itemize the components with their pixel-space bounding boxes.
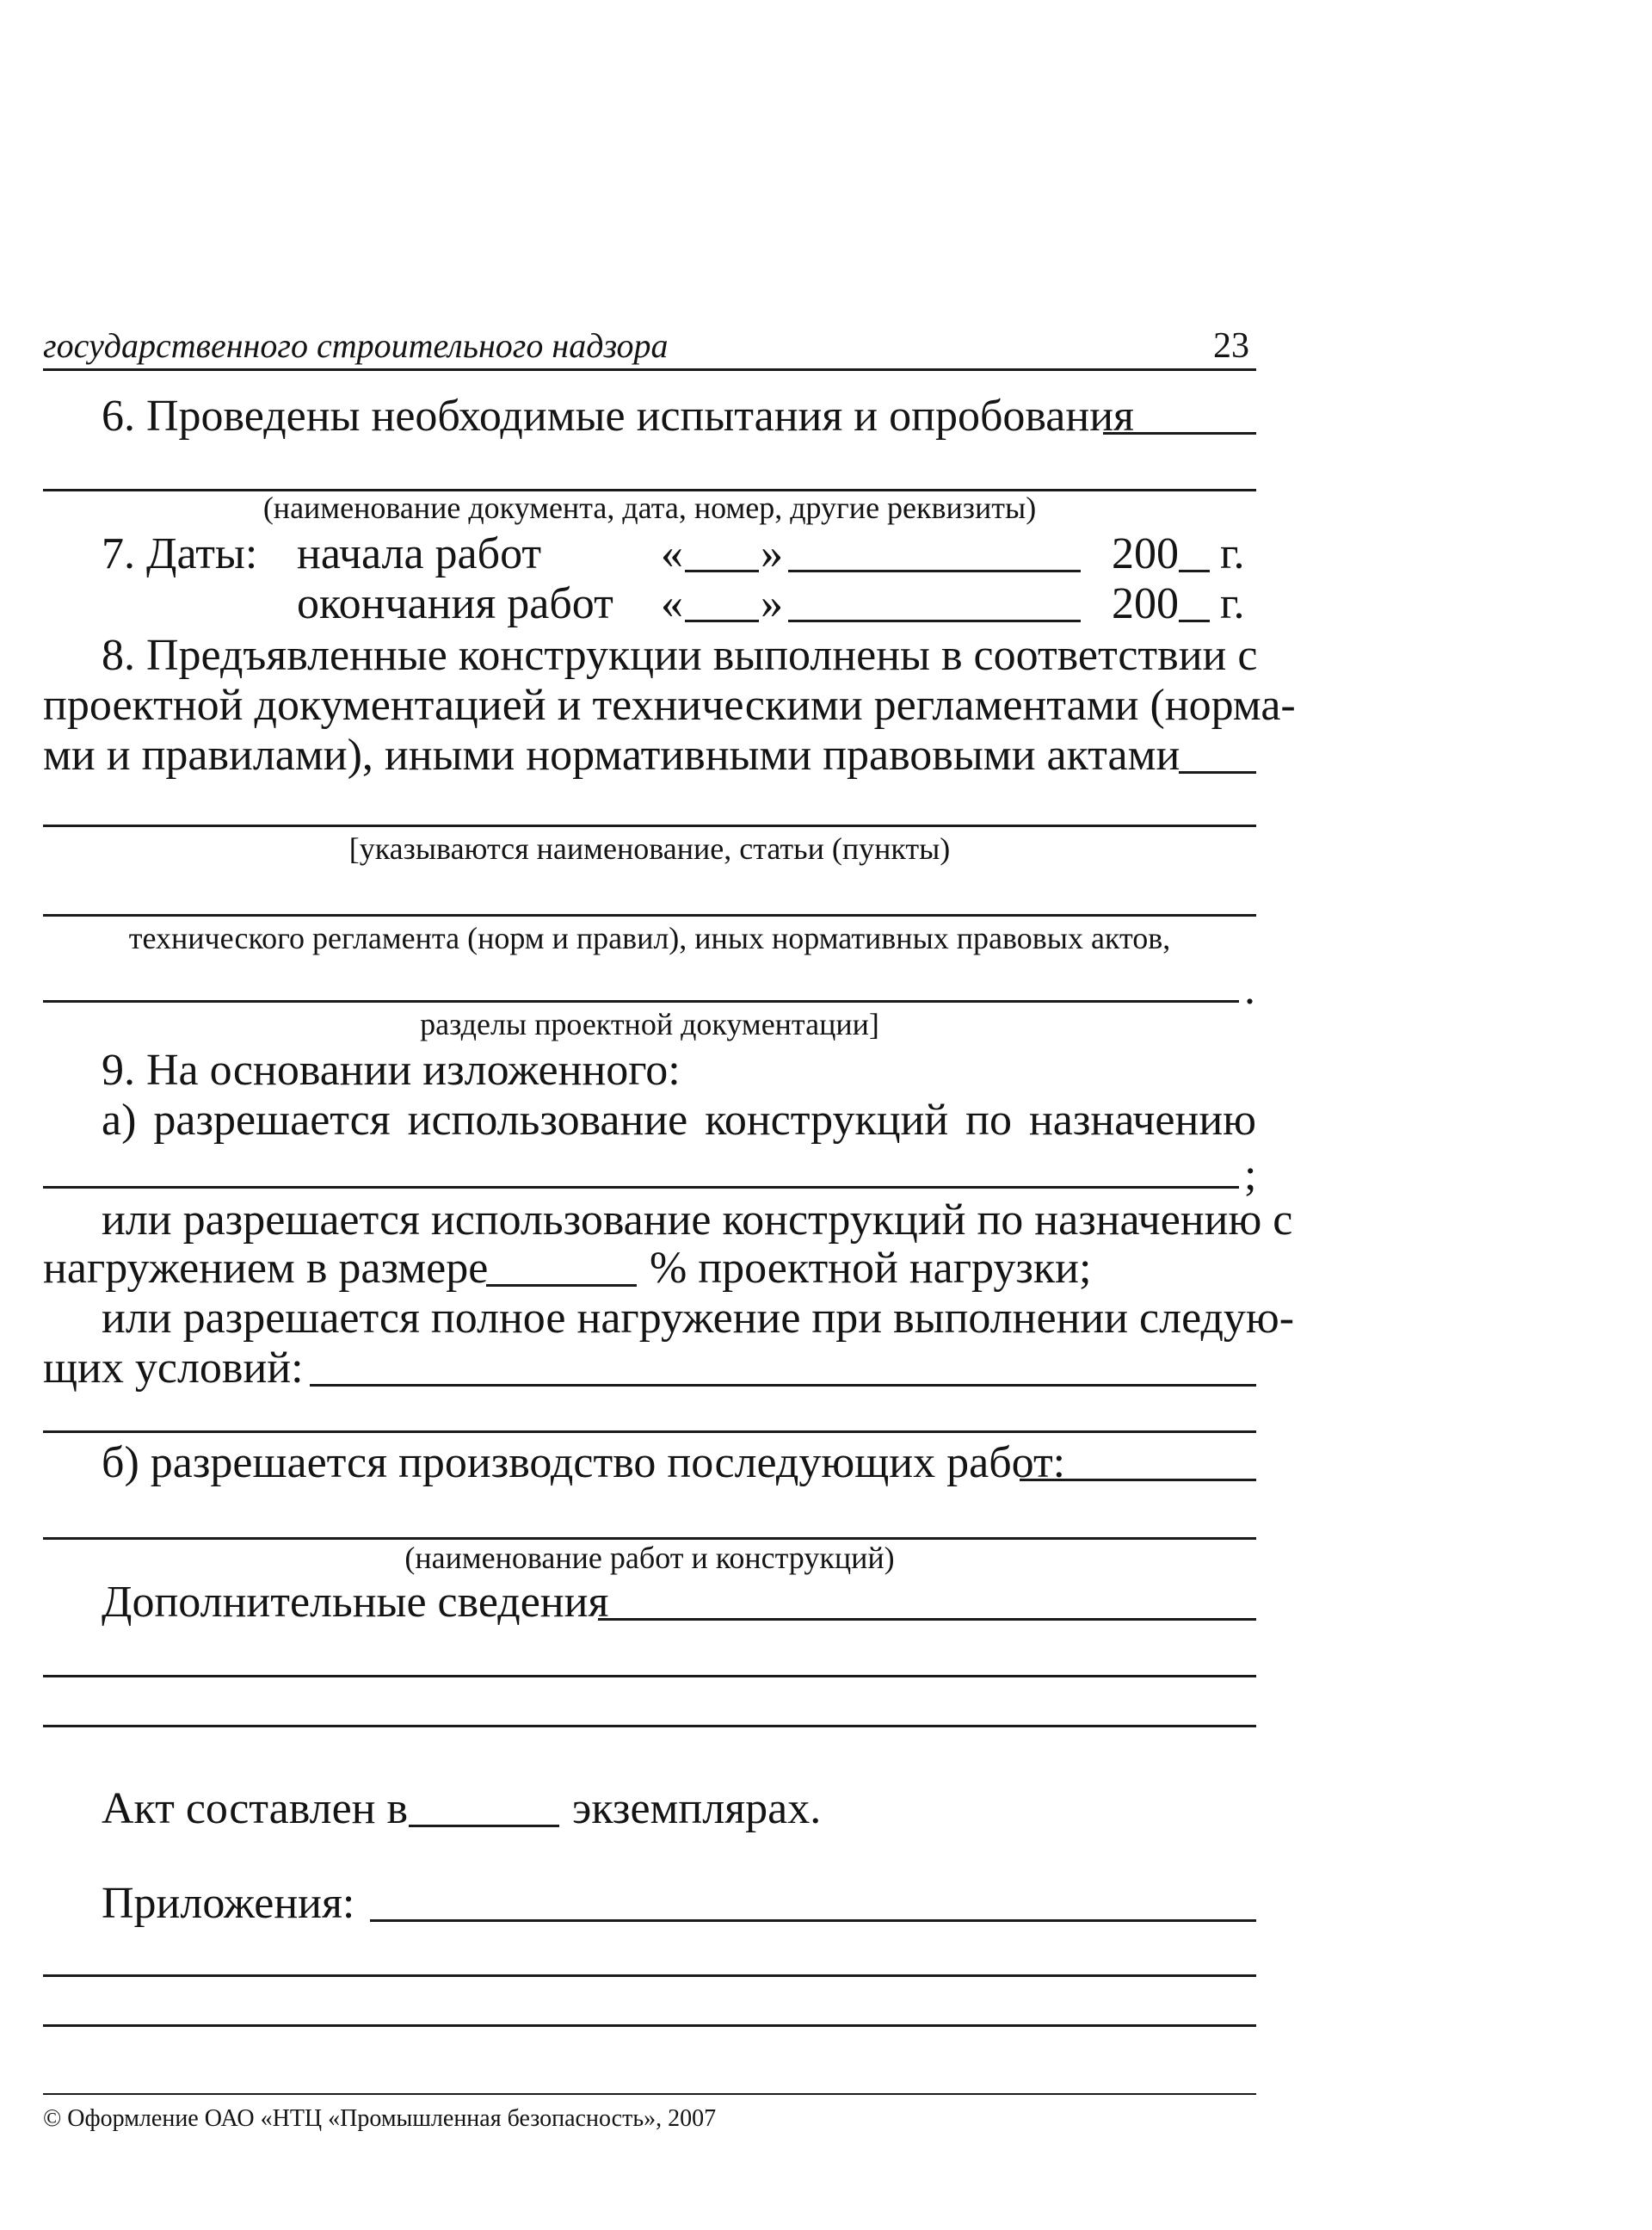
additional-info-field-2[interactable] [43,1675,1256,1677]
start-date-label: начала работ [297,529,542,578]
section-6-text: 6. Проведены необходимые испытания и опробования [102,392,1134,441]
section-8-line-1: 8. Предъявленные конструкции выполнены в соответствии с [102,631,1258,680]
start-year-field[interactable] [1179,570,1210,572]
section-7-label: 7. Даты: [102,529,258,578]
section-8-blank-2[interactable] [43,825,1256,827]
section-8-blank-1[interactable] [1179,771,1256,774]
page-number: 23 [1213,326,1249,366]
running-title: государственного строительного надзора [43,326,669,365]
start-close-quote: » [761,529,783,578]
copies-suffix: экземплярах. [572,1784,822,1833]
section-9-heading: 9. На основании изложенного: [102,1046,681,1095]
attachments-label: Приложения: [102,1879,355,1928]
attachments-field-2[interactable] [43,1974,1256,1977]
section-9-or1-suffix: % проектной нагрузки; [650,1244,1092,1293]
section-8-blank-3[interactable] [43,914,1256,917]
additional-info-label: Дополнительные сведения [102,1578,609,1627]
section-9a-end: ; [1244,1151,1257,1200]
start-year-prefix: 200 [1112,529,1179,578]
section-9-or2-line-1: или разрешается полное нагружение при выполнении следую- [102,1294,1295,1343]
section-9b-text: б) разрешается производство последующих работ: [102,1438,1066,1487]
section-9b-caption: (наименование работ и конструкций) [404,1541,895,1575]
section-9-or2-line-2: щих условий: [43,1344,304,1393]
section-8-caption-1: [указываются наименование, статьи (пункты) [348,831,951,866]
section-9-or1-line-1: или разрешается использование конструкций по назначению с [102,1195,1293,1245]
conditions-field-2[interactable] [43,1430,1256,1433]
additional-info-field-1[interactable] [598,1618,1256,1621]
section-9b-blank-2[interactable] [43,1537,1256,1540]
section-8-end-mark: . [1244,965,1255,1014]
attachments-field-3[interactable] [43,2024,1256,2027]
conditions-field-1[interactable] [310,1384,1256,1387]
start-open-quote: « [661,529,683,578]
end-year-prefix: 200 [1112,579,1179,628]
end-open-quote: « [661,579,683,628]
additional-info-field-3[interactable] [43,1725,1256,1727]
end-year-field[interactable] [1179,620,1210,622]
section-8-caption-3: разделы проектной документации] [420,1007,879,1041]
end-date-label: окончания работ [297,579,613,628]
section-9b-blank-1[interactable] [1020,1479,1256,1481]
load-percent-field[interactable] [486,1284,637,1287]
section-8-line-2: проектной документацией и техническими регламентами (норма- [43,681,1296,730]
section-9a-blank[interactable] [43,1186,1239,1189]
copies-prefix: Акт составлен в [102,1784,409,1833]
copies-count-field[interactable] [409,1825,559,1827]
section-9a-text: а) разрешается использование конструкций по назначению [102,1096,1256,1145]
section-8-blank-4[interactable] [43,1000,1239,1003]
header-rule [43,368,1256,371]
end-close-quote: » [761,579,783,628]
attachments-field-1[interactable] [370,1919,1256,1922]
start-day-field[interactable] [685,570,759,572]
end-month-field[interactable] [788,620,1081,622]
attachments-field-4[interactable] [43,2093,1256,2095]
section-6-caption: (наименование документа, дата, номер, другие реквизиты) [262,491,1037,525]
section-9-or1-prefix: нагружением в размере [43,1244,489,1293]
section-6-blank-1[interactable] [1103,432,1256,435]
end-year-suffix: г. [1220,579,1245,628]
section-8-caption-2: технического регламента (норм и правил), иных нормативных правовых актов, [128,921,1171,955]
copyright-footer: © Оформление ОАО «НТЦ «Промышленная безопасность», 2007 [43,2105,717,2132]
start-month-field[interactable] [788,570,1081,572]
section-8-line-3: ми и правилами), иными нормативными правовыми актами [43,731,1180,780]
start-year-suffix: г. [1220,529,1245,578]
end-day-field[interactable] [685,620,759,622]
